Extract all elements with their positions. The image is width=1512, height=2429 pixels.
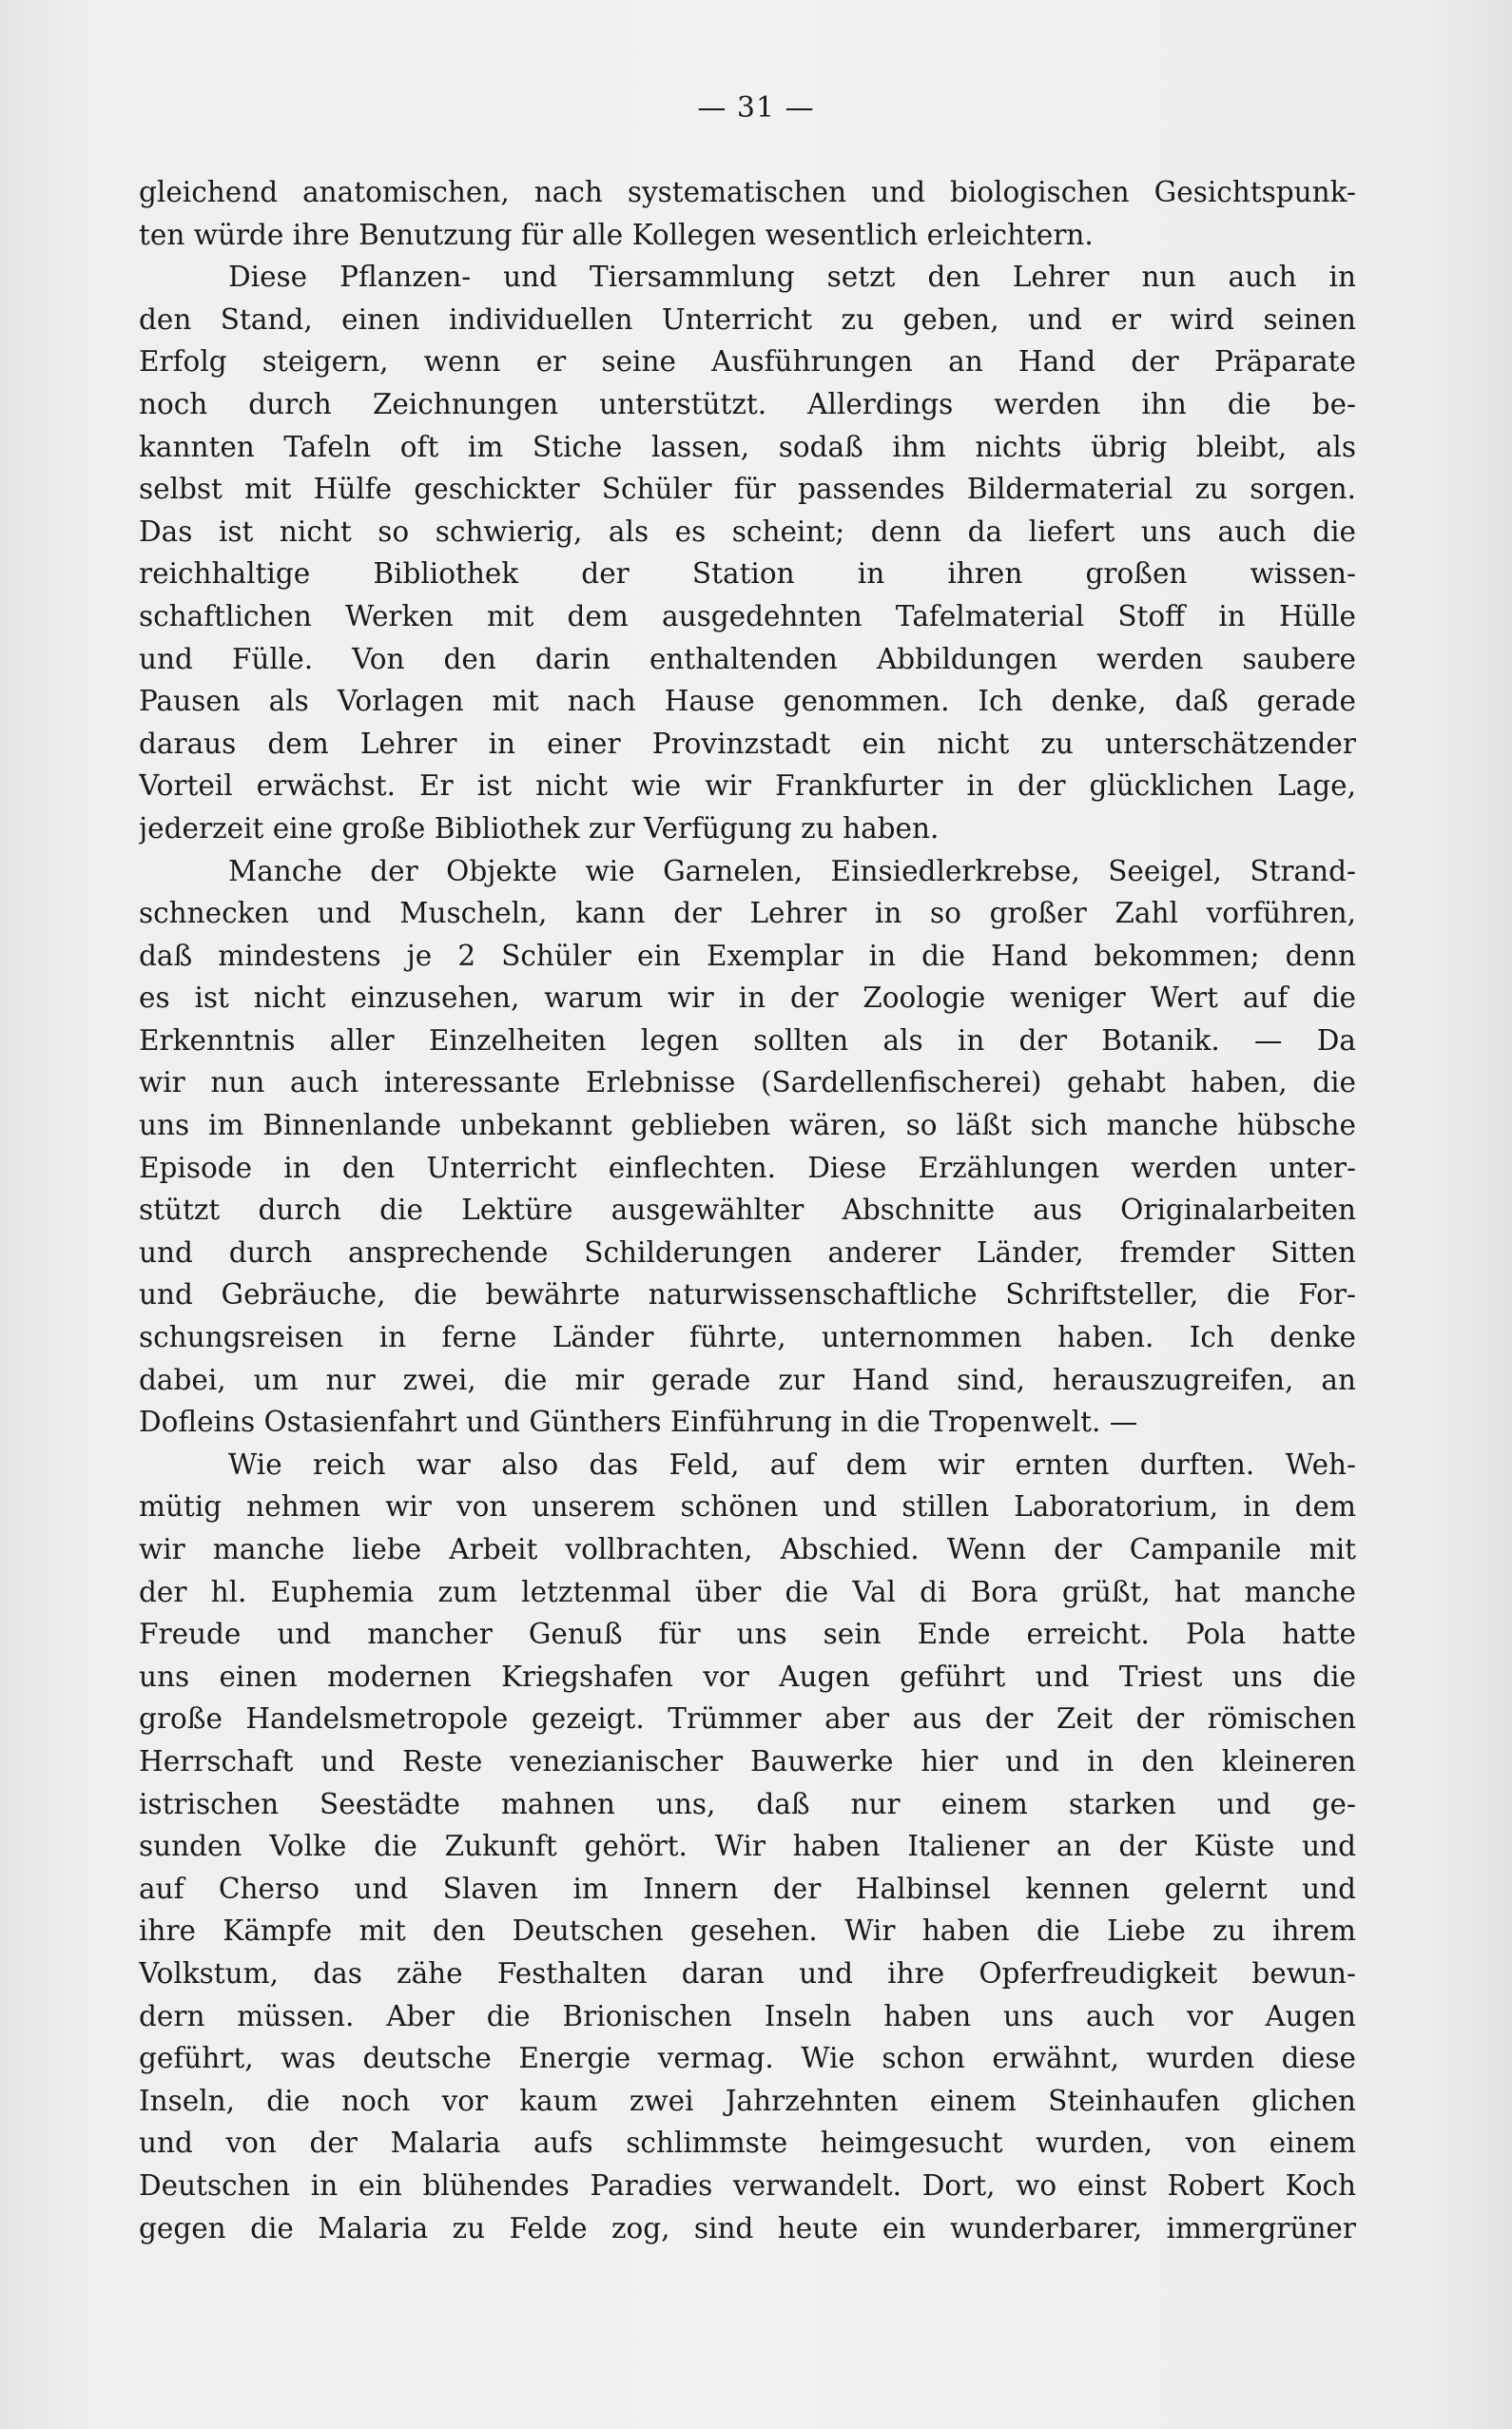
text-line: reichhaltige Bibliothek der Station in ihren großen wissen- <box>139 557 1356 591</box>
text-line: dern müssen. Aber die Brionischen Inseln haben uns auch vor Augen <box>139 1999 1356 2032</box>
text-line: Diese Pflanzen- und Tiersammlung setzt den Lehrer nun auch in <box>228 261 1356 294</box>
page-number: — 31 — <box>697 91 815 125</box>
text-line: Deutschen in ein blühendes Paradies verwandelt. Dort, wo einst Robert Koch <box>139 2168 1356 2202</box>
text-line: auf Cherso und Slaven im Innern der Halbinsel kennen gelernt und <box>139 1872 1356 1905</box>
text-line: Episode in den Unterricht einflechten. Diese Erzählungen werden unter- <box>139 1151 1356 1184</box>
text-line: schaftlichen Werken mit dem ausgedehnten Tafelmaterial Stoff in Hülle <box>139 599 1356 632</box>
text-line: den Stand, einen individuellen Unterricht zu geben, und er wird seinen <box>139 302 1356 336</box>
text-line: und Fülle. Von den darin enthaltenden Abbildungen werden saubere <box>139 642 1356 675</box>
text-line: schungsreisen in ferne Länder führte, unternommen haben. Ich denke <box>139 1321 1356 1354</box>
body-text <box>139 171 1356 2249</box>
text-line: gleichend anatomischen, nach systematischen und biologischen Gesichtspunk- <box>139 176 1356 208</box>
text-line: ten würde ihre Benutzung für alle Kollegen wesentlich erleichtern. <box>139 218 1094 251</box>
text-line: Pausen als Vorlagen mit nach Hause genommen. Ich denke, daß gerade <box>139 685 1356 718</box>
text-line: dabei, um nur zwei, die mir gerade zur Hand sind, herauszugreifen, an <box>139 1363 1356 1396</box>
text-line: Freude und mancher Genuß für uns sein Ende erreicht. Pola hatte <box>139 1618 1356 1651</box>
text-line: gegen die Malaria zu Felde zog, sind heute ein wunderbarer, immergrüner <box>139 2211 1356 2244</box>
text-line: ihre Kämpfe mit den Deutschen gesehen. Wir haben die Liebe zu ihrem <box>139 1914 1356 1948</box>
text-line: Inseln, die noch vor kaum zwei Jahrzehnten einem Steinhaufen glichen <box>139 2084 1356 2117</box>
text-line: der hl. Euphemia zum letztenmal über die Val di Bora grüßt, hat manche <box>139 1575 1356 1608</box>
text-line: Volkstum, das zähe Festhalten daran und ihre Opferfreudigkeit bewun- <box>139 1956 1356 1990</box>
text-line: wir manche liebe Arbeit vollbrachten, Abschied. Wenn der Campanile mit <box>139 1533 1356 1565</box>
text-line: daraus dem Lehrer in einer Provinzstadt ein nicht zu unterschätzender <box>139 727 1356 760</box>
text-line: stützt durch die Lektüre ausgewählter Abschnitte aus Originalarbeiten <box>139 1194 1356 1227</box>
text-line: und von der Malaria aufs schlimmste heimgesucht wurden, von einem <box>139 2127 1356 2160</box>
text-line: Das ist nicht so schwierig, als es scheint; denn da liefert uns auch die <box>139 515 1356 548</box>
text-line: schnecken und Muscheln, kann der Lehrer in so großer Zahl vorführen, <box>139 897 1356 930</box>
text-line: uns einen modernen Kriegshafen vor Augen geführt und Triest uns die <box>139 1660 1356 1693</box>
text-line: jederzeit eine große Bibliothek zur Verfügung zu haben. <box>139 811 940 845</box>
text-line: Erkenntnis aller Einzelheiten legen sollten als in der Botanik. — Da <box>139 1023 1356 1057</box>
text-line: selbst mit Hülfe geschickter Schüler für passendes Bildermaterial zu sorgen. <box>139 473 1356 506</box>
text-line: istrischen Seestädte mahnen uns, daß nur einem starken und ge- <box>139 1787 1356 1820</box>
text-line: mütig nehmen wir von unserem schönen und stillen Laboratorium, in dem <box>139 1490 1356 1524</box>
text-line: es ist nicht einzusehen, warum wir in der Zoologie weniger Wert auf die <box>139 981 1356 1015</box>
text-line: Dofleins Ostasienfahrt und Günthers Einführung in die Tropenwelt. — <box>139 1406 1138 1439</box>
text-line: sunden Volke die Zukunft gehört. Wir haben Italiener an der Küste und <box>139 1830 1356 1863</box>
text-line: noch durch Zeichnungen unterstützt. Allerdings werden ihn die be- <box>139 387 1356 420</box>
text-line: Herrschaft und Reste venezianischer Bauwerke hier und in den kleineren <box>139 1744 1356 1778</box>
text-line: Erfolg steigern, wenn er seine Ausführungen an Hand der Präparate <box>139 345 1356 379</box>
text-line: Vorteil erwächst. Er ist nicht wie wir Frankfurter in der glücklichen Lage, <box>139 769 1356 803</box>
text-line: Wie reich war also das Feld, auf dem wir ernten durften. Weh- <box>228 1448 1356 1481</box>
text-line: und durch ansprechende Schilderungen anderer Länder, fremder Sitten <box>139 1235 1356 1269</box>
text-line: große Handelsmetropole gezeigt. Trümmer aber aus der Zeit der römischen <box>139 1702 1356 1736</box>
text-line: geführt, was deutsche Energie vermag. Wie schon erwähnt, wurden diese <box>139 2042 1356 2075</box>
text-line: kannten Tafeln oft im Stiche lassen, sodaß ihm nichts übrig bleibt, als <box>139 430 1356 463</box>
text-line: Manche der Objekte wie Garnelen, Einsiedlerkrebse, Seeigel, Strand- <box>228 854 1356 887</box>
text-line: und Gebräuche, die bewährte naturwissenschaftliche Schriftsteller, die For- <box>139 1278 1356 1312</box>
text-line: daß mindestens je 2 Schüler ein Exemplar in die Hand bekommen; denn <box>139 939 1356 972</box>
text-line: uns im Binnenlande unbekannt geblieben wären, so läßt sich manche hübsche <box>139 1109 1356 1142</box>
text-line: wir nun auch interessante Erlebnisse (Sardellenfischerei) gehabt haben, die <box>139 1066 1356 1099</box>
